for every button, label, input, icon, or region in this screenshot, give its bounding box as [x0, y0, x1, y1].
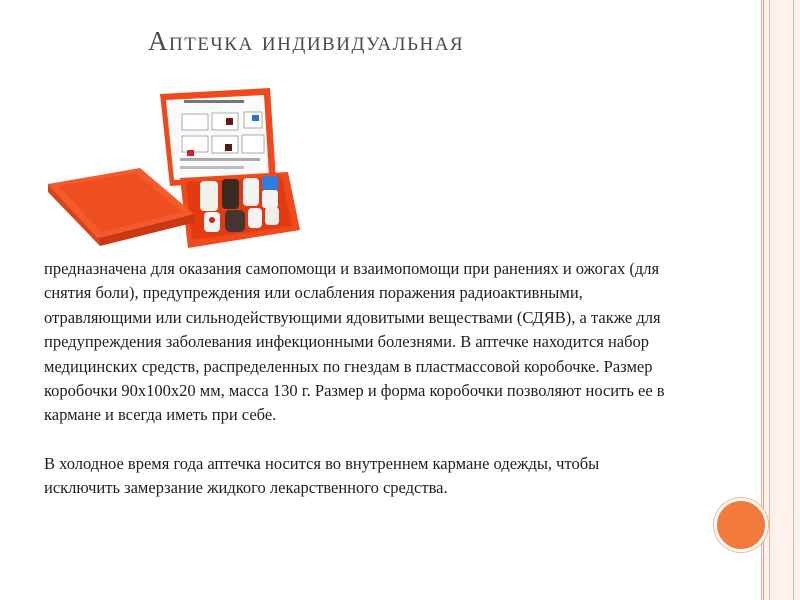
paragraph-winter-note: В холодное время года аптечка носится во внутреннем кармане одежды, чтобы исключить замерзание жидкого лекарственного средства.	[44, 453, 600, 498]
body-text	[44, 257, 674, 501]
slide-title: Аптечка индивидуальная	[148, 26, 465, 56]
kit-base	[180, 172, 300, 248]
right-decorative-band	[761, 0, 800, 600]
paragraph-description: предназначена для оказания самопомощи и взаимопомощи при ранениях и ожогах (для снятия боли), предупреждения или ослабления поражения радиоактивными, отравляющими или сильнодействующими ядовитыми веществами (СДЯВ), а также для предупреждения заболевания инфекционными болезнями. В аптечке находится набор медицинских средств, распределенных по гнездам в пластмассовой коробочке. Размер коробочки 90х100х20 мм, масса 130 г. Размер и форма коробочки позволяют носить ее в кармане и всегда иметь при себе.	[44, 259, 665, 425]
first-aid-kit-photo	[32, 80, 342, 252]
kit-lid	[160, 88, 276, 186]
decorative-line	[769, 0, 770, 600]
accent-circle	[714, 498, 768, 552]
decorative-line	[793, 0, 794, 600]
first-aid-kit-illustration	[32, 80, 342, 252]
